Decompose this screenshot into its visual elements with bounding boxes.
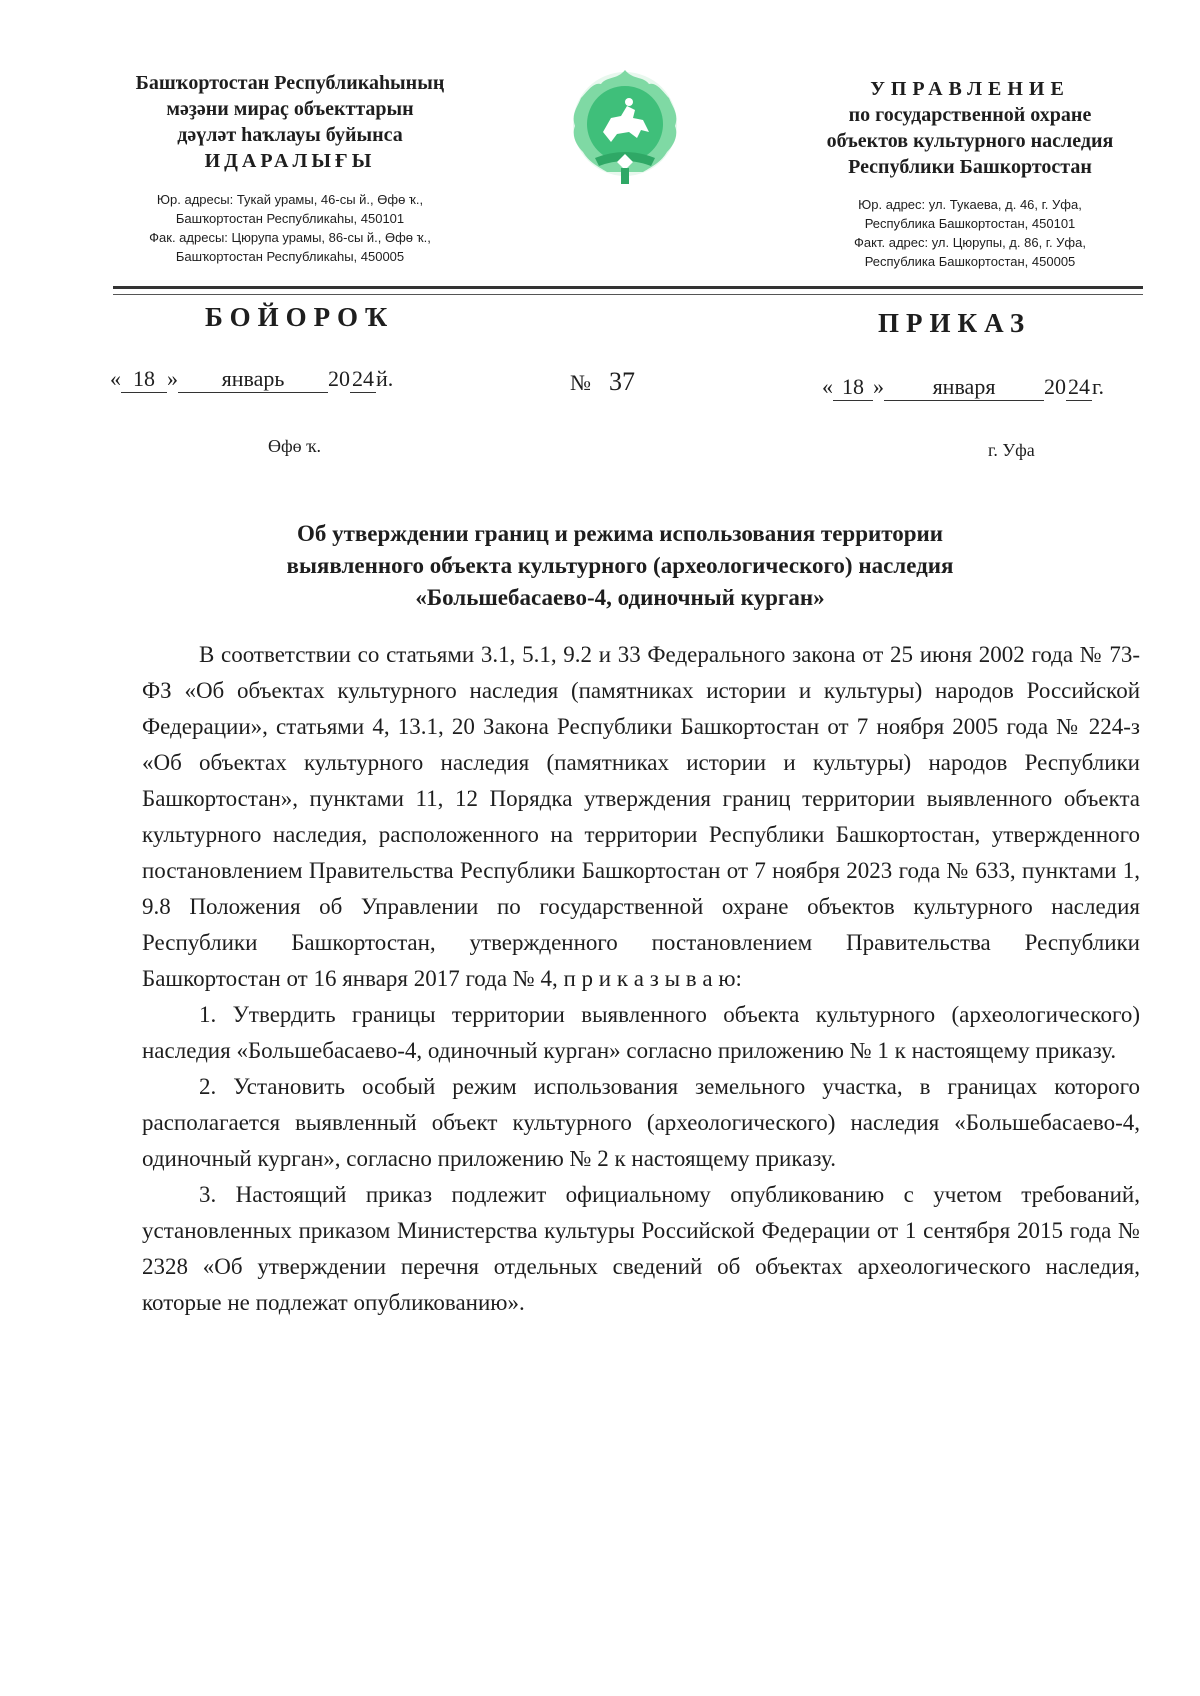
date-bash-month: январь bbox=[178, 366, 328, 393]
bash-org-line-1: Башҡортостан Республикаһының bbox=[135, 72, 445, 94]
doc-kind-bash: БОЙОРОҠ bbox=[205, 302, 395, 332]
coat-of-arms-icon bbox=[565, 62, 685, 192]
city-rus: г. Уфа bbox=[988, 440, 1035, 460]
bash-address-line-4: Башҡортостан Республикаһы, 450005 bbox=[175, 249, 405, 264]
rus-org-line-4: Республики Башкортостан bbox=[848, 156, 1092, 178]
rus-address bbox=[780, 195, 1160, 271]
clause-1-paragraph: 1. Утвердить границы территории выявленного объекта культурного (археологического) наследия «Большебасаево-4, одиночный курган» согласно приложению № 1 к настоящему приказу. bbox=[142, 1002, 1140, 1063]
date-bash bbox=[110, 364, 393, 394]
number-value: 37 bbox=[609, 367, 635, 396]
bash-org-line-3: дәүләт һаҡлауы буйынса bbox=[177, 124, 403, 146]
doc-kind-rus: ПРИКАЗ bbox=[878, 308, 1032, 338]
date-rus-open-quote: « bbox=[822, 374, 833, 399]
bash-address-line-2: Башҡортостан Республикаһы, 450101 bbox=[175, 211, 405, 226]
date-bash-close-quote: » bbox=[167, 366, 178, 391]
title-line-3: «Большебасаево-4, одиночный курган» bbox=[415, 585, 825, 610]
city-bash: Өфө ҡ. bbox=[268, 436, 321, 456]
document-body bbox=[142, 637, 1140, 1321]
date-bash-year-suffix: 24 bbox=[352, 366, 374, 391]
clause-3-paragraph: 3. Настоящий приказ подлежит официальному опубликованию с учетом требований, установленных приказом Министерства культуры Российской Федерации от 1 сентября 2015 года № 2328 «Об утверждении перечня отдельных сведений об объектах археологического наследия, которые не подлежат опубликованию». bbox=[142, 1182, 1140, 1315]
date-bash-open-quote: « bbox=[110, 366, 121, 391]
rus-organization-name bbox=[780, 76, 1160, 180]
rus-address-line-2: Республика Башкортостан, 450101 bbox=[864, 216, 1076, 231]
bash-org-line-2: мәҙәни мираҫ объекттарын bbox=[166, 98, 414, 120]
rus-address-line-4: Республика Башкортостан, 450005 bbox=[864, 254, 1076, 269]
document-title bbox=[180, 518, 1060, 614]
title-line-1: Об утверждении границ и режима использования территории bbox=[296, 521, 944, 546]
header-divider-thin bbox=[113, 294, 1143, 295]
rus-org-line-3: объектов культурного наследия bbox=[826, 130, 1114, 152]
date-bash-day: 18 bbox=[121, 366, 167, 393]
title-line-2: выявленного объекта культурного (археологического) наследия bbox=[286, 553, 954, 578]
preamble-paragraph: В соответствии со статьями 3.1, 5.1, 9.2 и 33 Федерального закона от 25 июня 2002 года № 73-ФЗ «Об объектах культурного наследия (памятниках истории и культуры) народов Российской Федерации», статьями 4, 13.1, 20 Закона Республики Башкортостан от 7 ноября 2005 года № 224-з «Об объектах культурного наследия (памятниках истории и культуры) народов Республики Башкортостан», пунктами 11, 12 Порядка утверждения границ территории выявленного объекта культурного наследия, расположенного на территории Республики Башкортостан, утвержденного постановлением Правительства Республики Башкортостан от 7 ноября 2023 года № 633, пунктами 1, 9.8 Положения об Управлении по государственной охране объектов культурного наследия Республики Башкортостан, утвержденного постановлением Правительства Республики Башкортостан от 16 января 2017 года № 4, п р и к а з ы в а ю: bbox=[142, 642, 1140, 991]
date-rus-day: 18 bbox=[833, 374, 873, 401]
date-bash-suffix: й. bbox=[376, 366, 394, 391]
rus-org-line-1: УПРАВЛЕНИЕ bbox=[870, 78, 1070, 100]
rus-address-line-3: Факт. адрес: ул. Цюрупы, д. 86, г. Уфа, bbox=[854, 235, 1086, 250]
bash-address-line-1: Юр. адресы: Тукай урамы, 46-сы й., Өфө ҡ., bbox=[156, 192, 424, 207]
number-sign: № bbox=[570, 370, 591, 395]
rus-address-line-1: Юр. адрес: ул. Тукаева, д. 46, г. Уфа, bbox=[858, 197, 1082, 212]
bash-org-line-4: ИДАРАЛЫҒЫ bbox=[204, 150, 376, 172]
date-rus-year-suffix: 24 bbox=[1068, 374, 1090, 399]
bash-organization-name bbox=[100, 70, 480, 174]
rus-org-line-2: по государственной охране bbox=[848, 104, 1092, 126]
bash-address bbox=[100, 190, 480, 266]
date-rus-month: января bbox=[884, 374, 1044, 401]
clause-2-paragraph: 2. Установить особый режим использования земельного участка, в границах которого располагается выявленный объект культурного (археологического) наследия «Большебасаево-4, одиночный курган», согласно приложению № 2 к настоящему приказу. bbox=[142, 1074, 1140, 1171]
date-rus-close-quote: » bbox=[873, 374, 884, 399]
header-divider-thick bbox=[113, 286, 1143, 289]
date-rus-year-prefix: 20 bbox=[1044, 374, 1066, 399]
date-rus bbox=[822, 372, 1104, 402]
order-number bbox=[570, 367, 635, 397]
bash-address-line-3: Фак. адресы: Цюрупа урамы, 86-сы й., Өфө ҡ., bbox=[149, 230, 431, 245]
date-bash-year-prefix: 20 bbox=[328, 366, 350, 391]
date-rus-suffix: г. bbox=[1092, 374, 1105, 399]
